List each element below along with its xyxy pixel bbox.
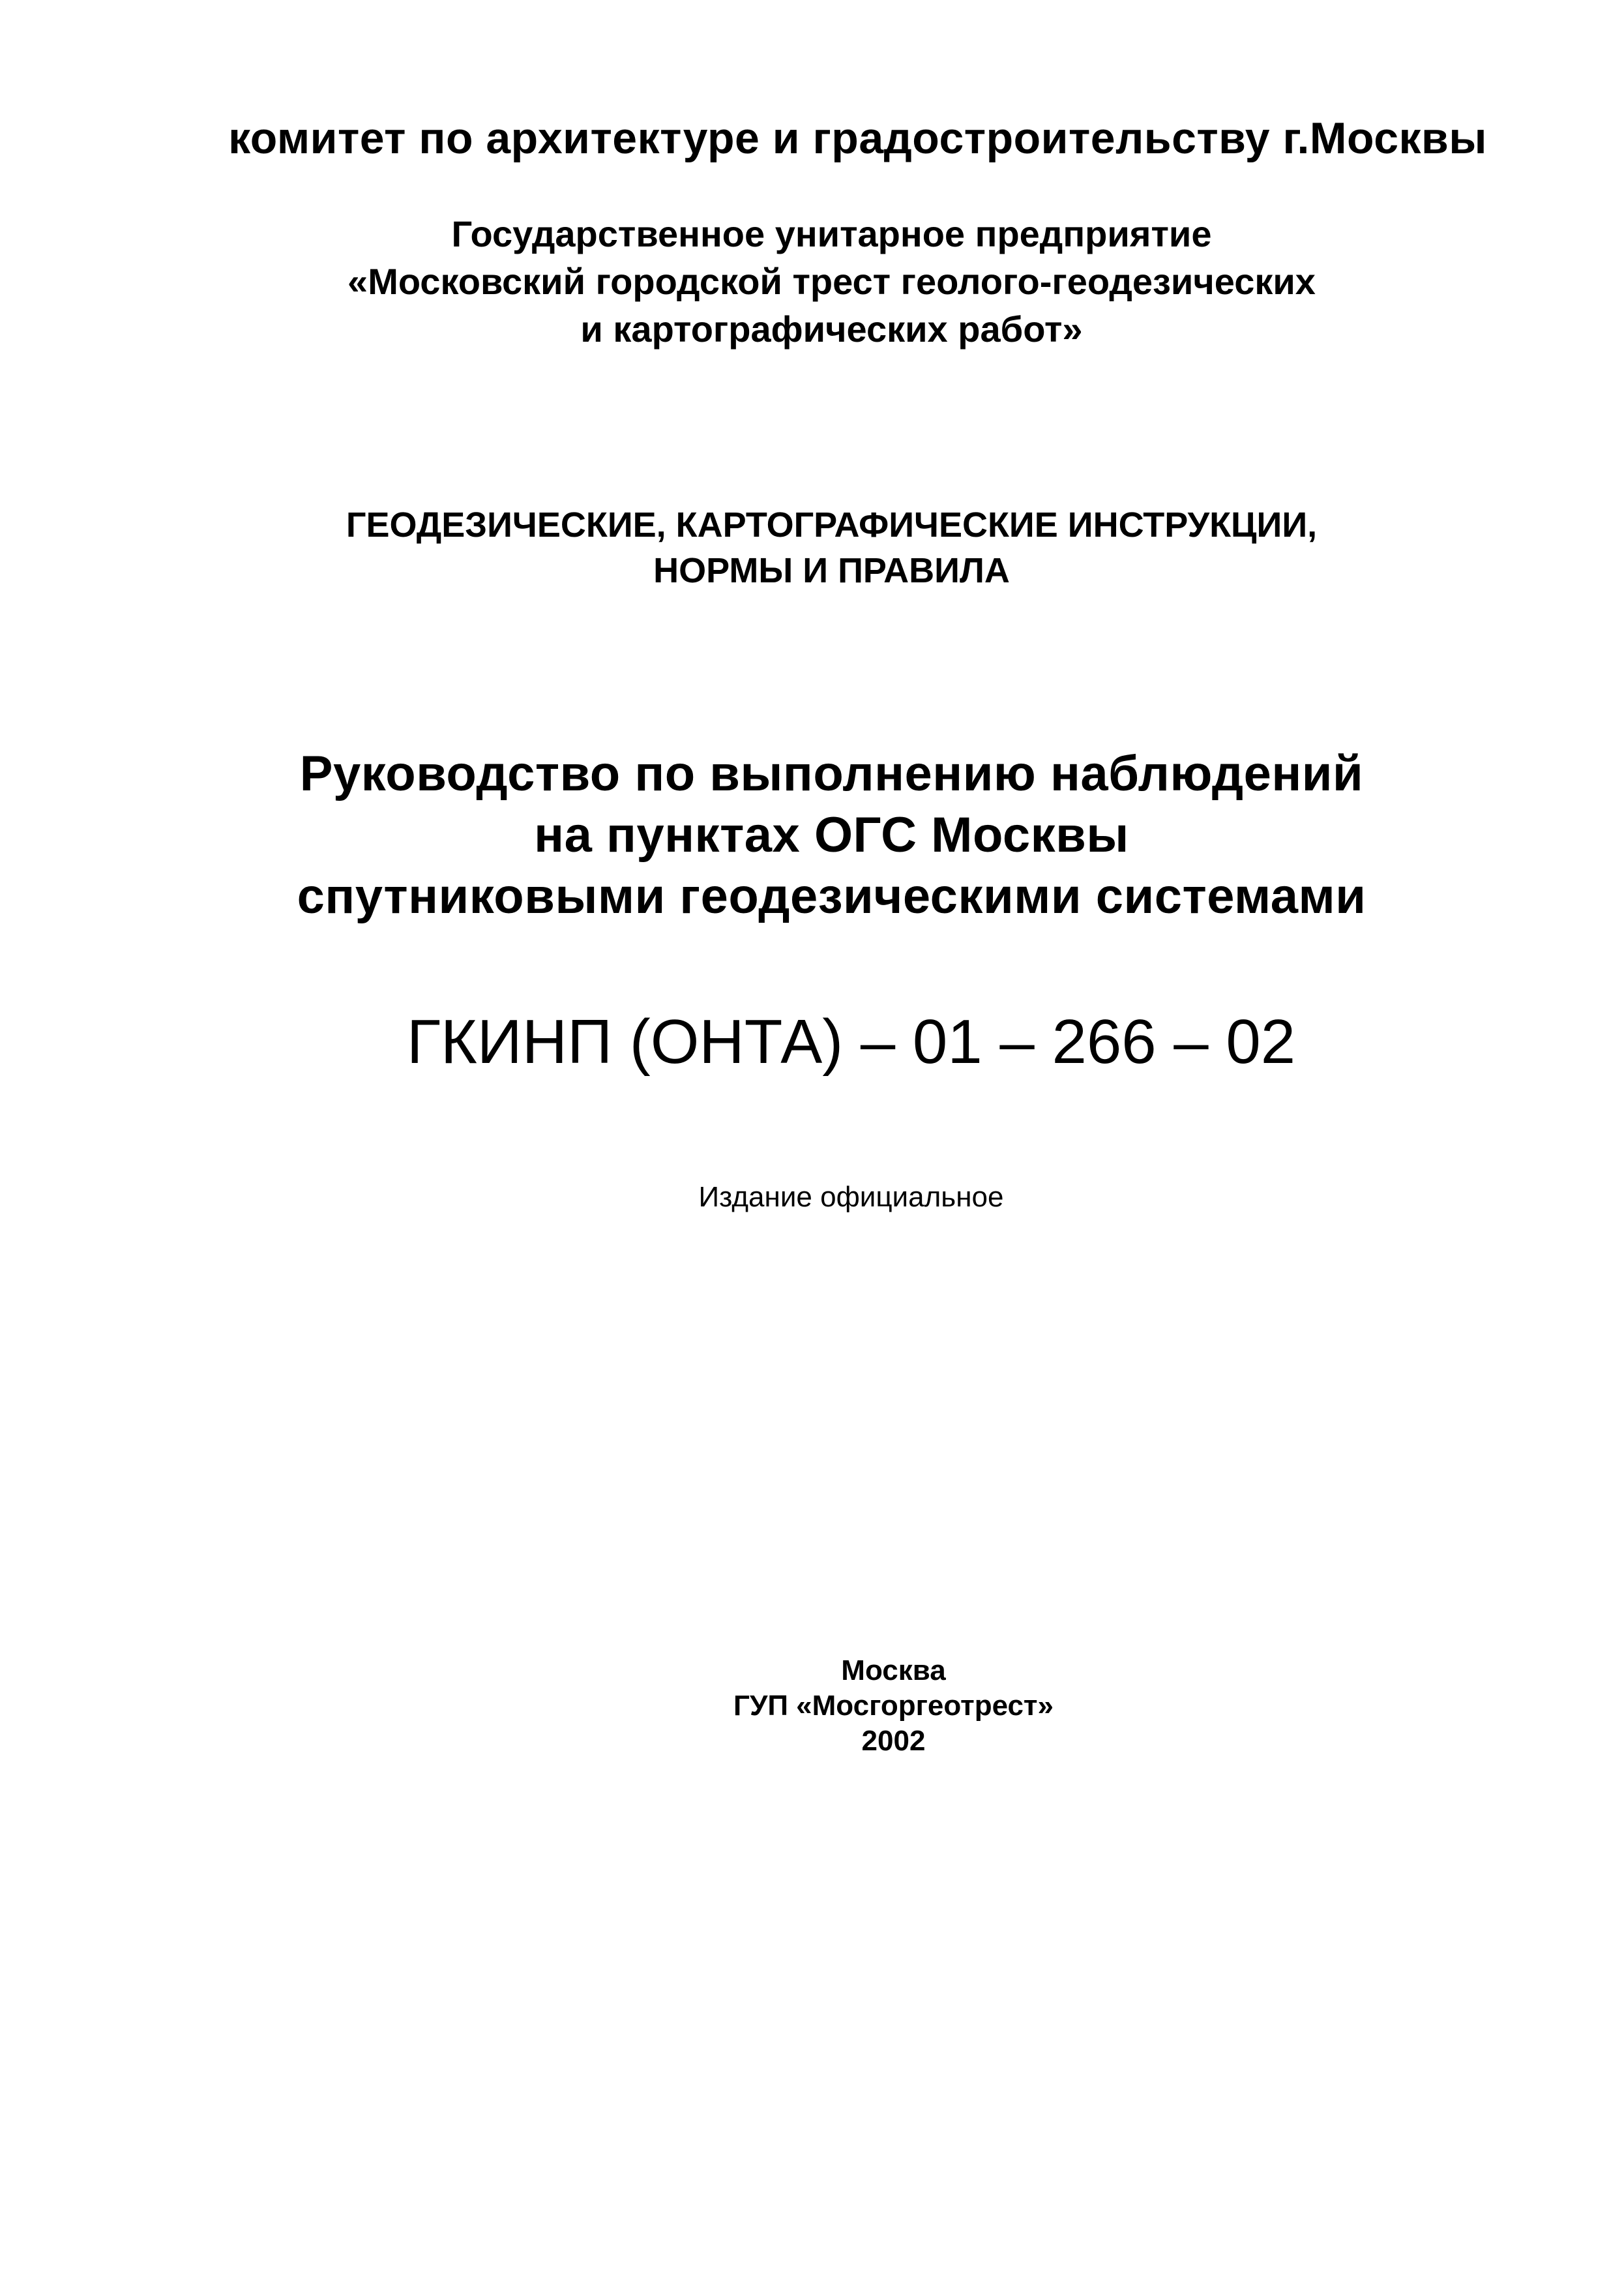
document-title-line-2: на пунктах ОГС Москвы [534,807,1129,863]
edition-label: Издание официальное [698,1181,1004,1213]
imprint-city: Москва [841,1654,946,1686]
series-line-2: НОРМЫ И ПРАВИЛА [653,551,1010,590]
organization-block [20,210,1624,353]
edition-block [39,1179,1624,1216]
organization-line-1: Государственное унитарное предприятие [451,213,1212,254]
document-code-block [39,1004,1624,1080]
committee-heading [46,111,1624,166]
organization-line-3: и картографических работ» [580,308,1083,350]
organization-line-2: «Московский городской трест геолого-геодезических [347,261,1316,302]
imprint-publisher: ГУП «Мосгоргеотрест» [733,1690,1054,1722]
document-title-line-1: Руководство по выполнению наблюдений [299,746,1364,801]
document-title [20,743,1624,927]
document-code: ГКИНП (ОНТА) – 01 – 266 – 02 [406,1007,1296,1077]
document-title-line-3: спутниковыми геодезическими системами [297,869,1366,924]
imprint-block [81,1653,1624,1759]
imprint-year: 2002 [861,1725,926,1757]
series-line-1: ГЕОДЕЗИЧЕСКИЕ, КАРТОГРАФИЧЕСКИЕ ИНСТРУКЦИИ, [346,505,1318,545]
committee-name: комитет по архитектуре и градостроительству г.Москвы [228,113,1487,163]
series-block [20,502,1624,593]
